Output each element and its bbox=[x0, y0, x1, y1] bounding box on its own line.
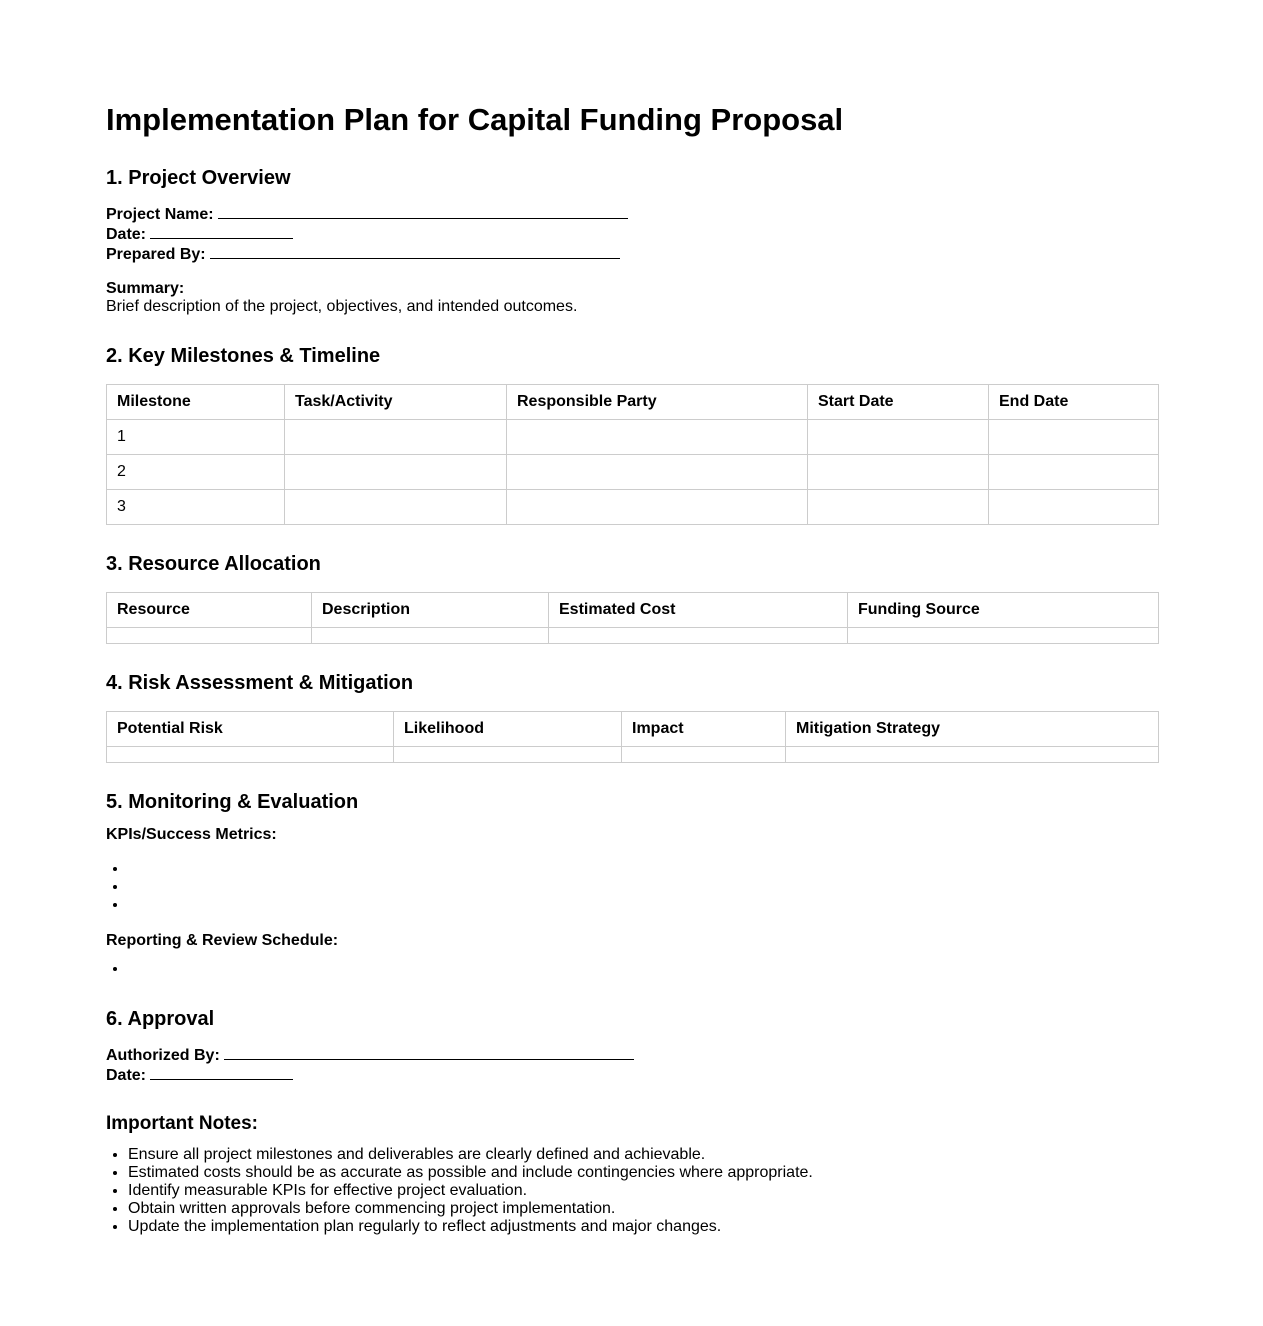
summary-text: Brief description of the project, objectives, and intended outcomes. bbox=[106, 298, 578, 315]
risks-table bbox=[106, 711, 1159, 763]
column-header: Estimated Cost bbox=[549, 593, 848, 628]
list-item[interactable] bbox=[128, 960, 1158, 978]
milestone-cell[interactable]: 1 bbox=[107, 420, 285, 455]
end-date-cell[interactable] bbox=[989, 455, 1159, 490]
project-fields bbox=[106, 204, 1158, 264]
column-header: Responsible Party bbox=[507, 385, 808, 420]
table-row bbox=[107, 490, 1159, 525]
column-header: Mitigation Strategy bbox=[786, 712, 1159, 747]
list-item: • Identify measurable KPIs for effective project evaluation. bbox=[128, 1182, 1158, 1200]
list-item: • Ensure all project milestones and deliverables are clearly defined and achievable. bbox=[128, 1146, 1158, 1164]
end-date-cell[interactable] bbox=[989, 490, 1159, 525]
column-header: Task/Activity bbox=[285, 385, 507, 420]
list-item: • Estimated costs should be as accurate as possible and include contingencies where appropriate. bbox=[128, 1164, 1158, 1182]
end-date-cell[interactable] bbox=[989, 420, 1159, 455]
table-row bbox=[107, 628, 1159, 644]
approval-date-label: Date: bbox=[106, 1067, 147, 1084]
task-cell[interactable] bbox=[285, 455, 507, 490]
reporting-label: Reporting & Review Schedule: bbox=[106, 932, 339, 949]
column-header: Resource bbox=[107, 593, 312, 628]
column-header: Milestone bbox=[107, 385, 285, 420]
date-blank[interactable] bbox=[150, 224, 293, 239]
approval-date-field bbox=[106, 1065, 1158, 1085]
start-date-cell[interactable] bbox=[808, 490, 989, 525]
section-heading-monitoring: 5. Monitoring & Evaluation bbox=[106, 791, 359, 813]
impact-cell[interactable] bbox=[622, 747, 786, 763]
column-header: Funding Source bbox=[848, 593, 1159, 628]
section-heading-overview: 1. Project Overview bbox=[106, 167, 291, 189]
task-cell[interactable] bbox=[285, 490, 507, 525]
section-heading-milestones: 2. Key Milestones & Timeline bbox=[106, 345, 381, 367]
section-heading-approval: 6. Approval bbox=[106, 1008, 215, 1030]
risk-cell[interactable] bbox=[107, 747, 394, 763]
date-label: Date: bbox=[106, 226, 147, 243]
funding-source-cell[interactable] bbox=[848, 628, 1159, 644]
table-row bbox=[107, 455, 1159, 490]
summary-block bbox=[106, 280, 1158, 316]
document-content bbox=[106, 100, 1158, 1236]
start-date-cell[interactable] bbox=[808, 420, 989, 455]
section-heading-resources: 3. Resource Allocation bbox=[106, 553, 321, 575]
estimated-cost-cell[interactable] bbox=[549, 628, 848, 644]
project-name-label: Project Name: bbox=[106, 206, 214, 223]
likelihood-cell[interactable] bbox=[394, 747, 622, 763]
approval-fields bbox=[106, 1045, 1158, 1085]
start-date-cell[interactable] bbox=[808, 455, 989, 490]
mitigation-cell[interactable] bbox=[786, 747, 1159, 763]
column-header: Potential Risk bbox=[107, 712, 394, 747]
approval-date-blank[interactable] bbox=[150, 1065, 293, 1080]
risks-header-row bbox=[107, 712, 1159, 747]
summary-label: Summary: bbox=[106, 280, 185, 297]
column-header: Start Date bbox=[808, 385, 989, 420]
project-name-blank[interactable] bbox=[218, 204, 628, 219]
prepared-by-label: Prepared By: bbox=[106, 246, 206, 263]
responsible-cell[interactable] bbox=[507, 455, 808, 490]
column-header: Impact bbox=[622, 712, 786, 747]
list-item: • Obtain written approvals before commencing project implementation. bbox=[128, 1200, 1158, 1218]
authorized-by-field bbox=[106, 1045, 1158, 1065]
kpis-label: KPIs/Success Metrics: bbox=[106, 826, 277, 843]
table-row bbox=[107, 420, 1159, 455]
milestone-cell[interactable]: 2 bbox=[107, 455, 285, 490]
project-name-field bbox=[106, 204, 1158, 224]
column-header: End Date bbox=[989, 385, 1159, 420]
kpis-list bbox=[106, 860, 1158, 914]
prepared-by-blank[interactable] bbox=[210, 244, 620, 259]
column-header: Description bbox=[312, 593, 549, 628]
list-item[interactable] bbox=[128, 860, 1158, 878]
reporting-list bbox=[106, 960, 1158, 978]
section-heading-risks: 4. Risk Assessment & Mitigation bbox=[106, 672, 414, 694]
prepared-by-field bbox=[106, 244, 1158, 264]
responsible-cell[interactable] bbox=[507, 490, 808, 525]
notes-heading: Important Notes: bbox=[106, 1113, 258, 1134]
authorized-by-blank[interactable] bbox=[224, 1045, 634, 1060]
list-item: • Update the implementation plan regularly to reflect adjustments and major changes. bbox=[128, 1218, 1158, 1236]
description-cell[interactable] bbox=[312, 628, 549, 644]
table-row bbox=[107, 747, 1159, 763]
document-title: Implementation Plan for Capital Funding Proposal bbox=[106, 102, 844, 137]
responsible-cell[interactable] bbox=[507, 420, 808, 455]
resources-header-row bbox=[107, 593, 1159, 628]
list-item[interactable] bbox=[128, 878, 1158, 896]
resources-table bbox=[106, 592, 1159, 644]
authorized-by-label: Authorized By: bbox=[106, 1047, 220, 1064]
list-item[interactable] bbox=[128, 896, 1158, 914]
milestones-table bbox=[106, 384, 1159, 525]
task-cell[interactable] bbox=[285, 420, 507, 455]
milestone-cell[interactable]: 3 bbox=[107, 490, 285, 525]
notes-list bbox=[106, 1146, 1158, 1236]
column-header: Likelihood bbox=[394, 712, 622, 747]
resource-cell[interactable] bbox=[107, 628, 312, 644]
milestones-header-row bbox=[107, 385, 1159, 420]
date-field bbox=[106, 224, 1158, 244]
